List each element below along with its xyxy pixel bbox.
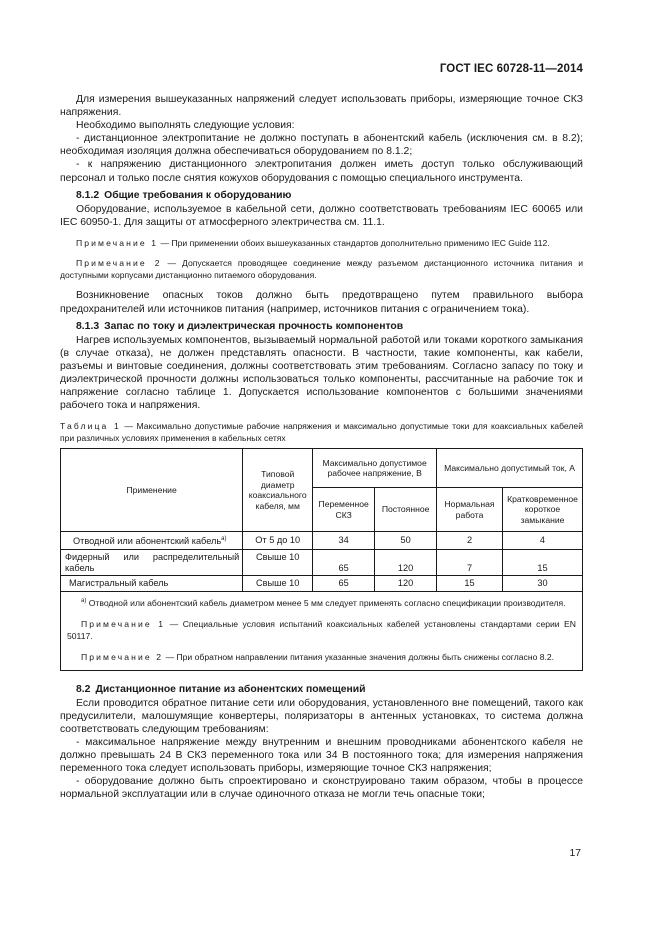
table-note: Примечание 1 — Специальные условия испытаний коаксиальных кабелей установлены стандартами серии EN 50117. <box>67 619 576 641</box>
table-cell: 7 <box>437 549 503 575</box>
table-footnotes <box>60 592 583 671</box>
section-number: 8.1.3 <box>76 320 100 332</box>
section-number: 8.2 <box>76 683 91 695</box>
column-header-diameter: Типовой диаметр коаксиального кабеля, мм <box>243 449 313 532</box>
section-heading-8-2 <box>60 683 583 696</box>
table-footnote: $^{а)}$ Отводной или абонентский кабель диаметром менее 5 мм следует применять согласно спецификации производителя. <box>81 597 566 608</box>
table-row <box>61 532 583 550</box>
table-cell: 2 <box>437 532 503 550</box>
list-item: - к напряжению дистанционного электропитания должен иметь доступ только обслуживающий персонал и только после снятия кожухов оборудования с помощью специального инструмента. <box>60 159 583 184</box>
column-header-voltage: Максимально допустимое рабочее напряжение, В <box>313 449 437 488</box>
table-cell: 65 <box>313 549 375 575</box>
table-cell: 50 <box>375 532 437 550</box>
paragraph: Для измерения вышеуказанных напряжений следует использовать приборы, измеряющие точное СКЗ напряжения. <box>60 94 583 119</box>
table-cell: Свыше 10 <box>243 549 313 575</box>
section-title: Запас по току и диэлектрическая прочность компонентов <box>104 320 404 332</box>
table-1 <box>60 448 583 591</box>
document-body <box>60 93 583 801</box>
section-heading-8-1-3 <box>60 320 583 333</box>
section-title: Дистанционное питание из абонентских помещений <box>95 683 366 695</box>
list-item: - максимальное напряжение между внутренним и внешним проводниками абонентского кабеля не должно превышать 24 В СКЗ переменного тока или 34 В постоянного тока; для измерения напряжения переменного тока следует использовать приборы, измеряющие точное СКЗ напряжения; <box>60 736 583 775</box>
table-caption-label: Таблица 1 <box>60 421 121 432</box>
note <box>60 258 583 281</box>
note-label: Примечание 2 <box>76 258 162 269</box>
table-cell: 15 <box>437 576 503 592</box>
note-label: Примечание 1 <box>76 237 159 248</box>
column-header-application: Применение <box>61 449 243 532</box>
column-header-normal: Нормальная работа <box>437 488 503 532</box>
column-header-dc: Постоянное <box>375 488 437 532</box>
paragraph: Если проводится обратное питание сети или оборудования, установленного вне помещений, такого как предусилители, малошумящие конвертеры, поляризаторы в антенных установках, то система должна соответствовать следующим требованиям: <box>60 697 583 735</box>
table-cell: Фидерный или распределительный кабель <box>61 549 243 575</box>
paragraph: Необходимо выполнять следующие условия: <box>76 120 295 132</box>
table-cell: Свыше 10 <box>243 576 313 592</box>
paragraph: Оборудование, используемое в кабельной сети, должно соответствовать требованиям IEC 60065 или IEC 60950-1. Для защиты от атмосферного электричества см. 11.1. <box>60 203 583 228</box>
table-cell: 15 <box>502 549 582 575</box>
table-row <box>61 576 583 592</box>
table-row <box>61 549 583 575</box>
table-cell: 30 <box>502 576 582 592</box>
note-text: — При применении обоих вышеуказанных стандартов дополнительно применимо IEC Guide 112. <box>158 237 550 248</box>
paragraph: Нагрев используемых компонентов, вызываемый нормальной работой или токами короткого замыкания (в случае отказа), не должен представлять опасности. В частности, такие компоненты, как кабели, разъемы и винтовые соединения, должны соответствовать этим требованиям. Согласно запасу по току и диэлектрической прочности должны использоваться только компоненты, рассчитанные на рабочие ток и напряжение согласно таблице 1. Допускается использование компонентов с большими значениями рабочего тока и напряжения. <box>60 334 583 412</box>
table-cell: Магистральный кабель <box>61 576 243 592</box>
paragraph: Возникновение опасных токов должно быть предотвращено путем правильного выбора предохранителей или источников питания (например, источников питания с ограничением тока). <box>60 290 583 315</box>
table-cell: От 5 до 10 <box>243 532 313 550</box>
note <box>60 238 583 250</box>
section-title: Общие требования к оборудованию <box>104 189 292 201</box>
list-item: - оборудование должно быть спроектировано и сконструировано таким образом, чтобы в процессе нормальной эксплуатации или в случае одиночного отказа не могли течь опасные токи; <box>60 776 583 801</box>
section-number: 8.1.2 <box>76 189 100 201</box>
page-number: 17 <box>569 848 581 859</box>
table-caption <box>60 421 583 444</box>
table-cell: 4 <box>502 532 582 550</box>
table-cell: 65 <box>313 576 375 592</box>
table-cell: 120 <box>375 576 437 592</box>
table-cell: 34 <box>313 532 375 550</box>
table-cell: Отводной или абонентский кабель$^{а)}$ <box>61 532 243 550</box>
document-header: ГОСТ IEC 60728-11—2014 <box>439 63 583 75</box>
list-item: - дистанционное электропитание не должно поступать в абонентский кабель (исключения см. в 8.2); необходимая изоляция должна обеспечиваться оборудованием по 8.1.2; <box>60 133 583 158</box>
table-cell: 120 <box>375 549 437 575</box>
column-header-ac: Переменное СКЗ <box>313 488 375 532</box>
column-header-current: Максимально допустимый ток, А <box>437 449 583 488</box>
table-note: Примечание 2 — При обратном направлении питания указанные значения должны быть снижены согласно 8.2. <box>81 652 555 663</box>
section-heading-8-1-2 <box>60 189 583 202</box>
table-caption-text: — Максимально допустимые рабочие напряжения и максимально допустимые токи для коаксиальных кабелей при различных условиях применения в кабельных сетях <box>60 421 583 443</box>
note-text: — Допускается проводящее соединение между разъемом дистанционного источника питания и доступными корпусами дистанционно питаемого оборудования. <box>60 258 584 280</box>
column-header-short: Кратковременное короткое замыкание <box>502 488 582 532</box>
